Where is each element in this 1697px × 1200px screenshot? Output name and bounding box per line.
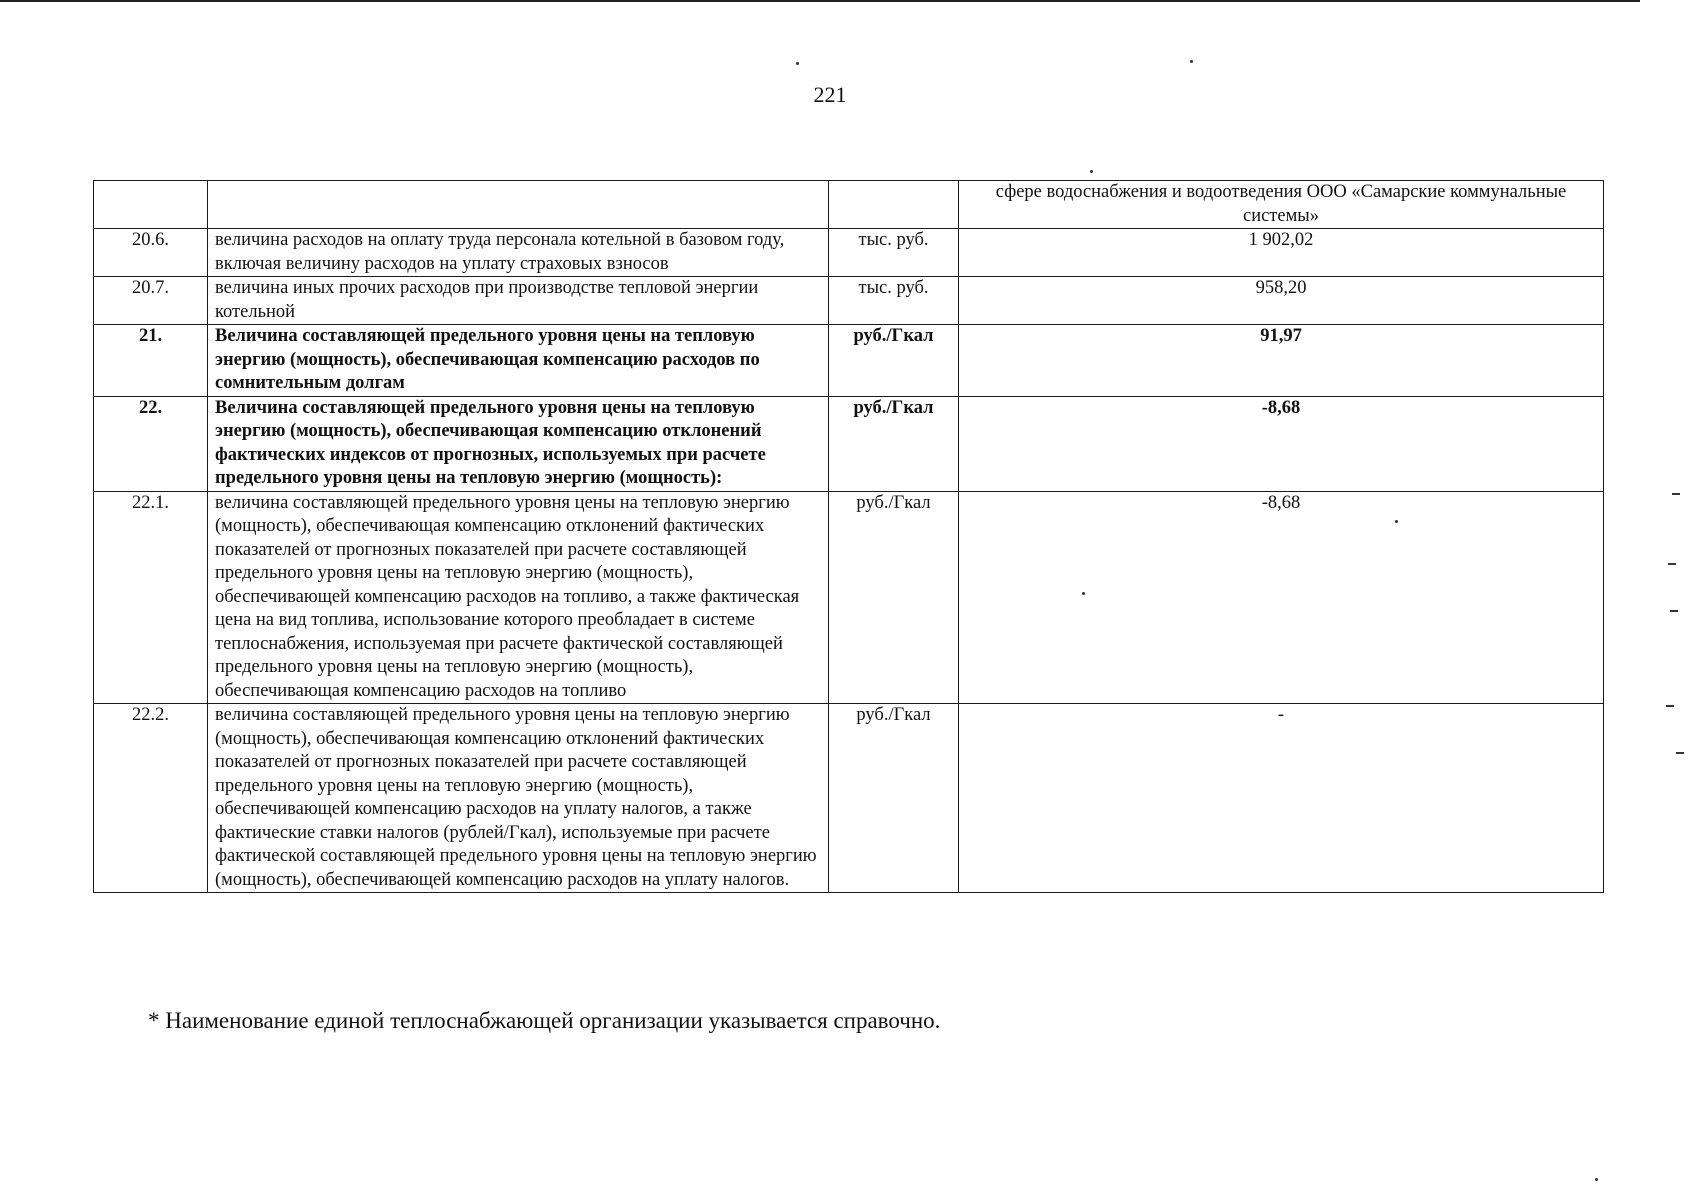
row-value: -8,68 <box>959 491 1604 704</box>
row-number: 22. <box>94 396 208 491</box>
header-value-cell: сфере водоснабжения и водоотведения ООО «Самарские коммунальные системы» <box>959 181 1604 229</box>
page-number: 221 <box>813 82 847 107</box>
row-number: 21. <box>94 325 208 397</box>
row-number: 22.1. <box>94 491 208 704</box>
table-row <box>94 396 1604 491</box>
row-unit: руб./Гкал <box>829 396 959 491</box>
table-row <box>94 491 1604 704</box>
table-row <box>94 277 1604 325</box>
row-description: Величина составляющей предельного уровня цены на тепловую энергию (мощность), обеспечивающая компенсацию отклонений фактических индексов от прогнозных, используемых при расчете предельного уровня цены на тепловую энергию (мощность): <box>208 396 829 491</box>
table-row <box>94 229 1604 277</box>
row-description: величина составляющей предельного уровня цены на тепловую энергию (мощность), обеспечивающая компенсацию отклонений фактических показателей от прогнозных показателей при расчете составляющей предельного уровня цены на тепловую энергию (мощность), обеспечивающей компенсацию расходов на топливо, а также фактическая цена на вид топлива, использование которого преобладает в системе теплоснабжения, используемая при расчете фактической составляющей предельного уровня цены на тепловую энергию (мощность), обеспечивающая компенсацию расходов на топливо <box>208 491 829 704</box>
row-value: -8,68 <box>959 396 1604 491</box>
row-unit: тыс. руб. <box>829 277 959 325</box>
row-value: 91,97 <box>959 325 1604 397</box>
table-row <box>94 704 1604 893</box>
footnote: * Наименование единой теплоснабжающей организации указывается справочно. <box>148 1008 941 1033</box>
row-description: величина иных прочих расходов при производстве тепловой энергии котельной <box>208 277 829 325</box>
row-number: 20.7. <box>94 277 208 325</box>
row-value: - <box>959 704 1604 893</box>
scan-speck <box>1395 520 1398 523</box>
row-number: 22.2. <box>94 704 208 893</box>
scan-mark <box>1676 752 1684 754</box>
header-description-cell <box>208 181 829 229</box>
tariff-table <box>93 180 1604 893</box>
row-description: Величина составляющей предельного уровня цены на тепловую энергию (мощность), обеспечивающая компенсацию расходов по сомнительным долгам <box>208 325 829 397</box>
scan-mark <box>1666 705 1674 707</box>
row-value: 958,20 <box>959 277 1604 325</box>
scan-mark <box>1668 563 1676 565</box>
row-unit: тыс. руб. <box>829 229 959 277</box>
row-unit: руб./Гкал <box>829 325 959 397</box>
row-number: 20.6. <box>94 229 208 277</box>
top-border-line <box>0 0 1640 2</box>
row-value: 1 902,02 <box>959 229 1604 277</box>
row-description: величина расходов на оплату труда персонала котельной в базовом году, включая величину расходов на уплату страховых взносов <box>208 229 829 277</box>
header-num-cell <box>94 181 208 229</box>
scan-speck <box>1190 60 1193 63</box>
row-unit: руб./Гкал <box>829 704 959 893</box>
table-header-row <box>94 181 1604 229</box>
scan-speck <box>1090 170 1093 173</box>
row-description: величина составляющей предельного уровня цены на тепловую энергию (мощность), обеспечивающая компенсацию отклонений фактических показателей от прогнозных показателей при расчете составляющей предельного уровня цены на тепловую энергию (мощность), обеспечивающей компенсацию расходов на уплату налогов, а также фактические ставки налогов (рублей/Гкал), используемые при расчете фактической составляющей предельного уровня цены на тепловую энергию (мощность), обеспечивающей компенсацию расходов на уплату налогов. <box>208 704 829 893</box>
scan-speck <box>1082 592 1085 595</box>
scan-speck <box>796 62 799 65</box>
table-row <box>94 325 1604 397</box>
row-unit: руб./Гкал <box>829 491 959 704</box>
scan-mark <box>1670 610 1678 612</box>
header-unit-cell <box>829 181 959 229</box>
scan-mark <box>1672 493 1680 495</box>
scan-speck <box>1595 1178 1598 1181</box>
